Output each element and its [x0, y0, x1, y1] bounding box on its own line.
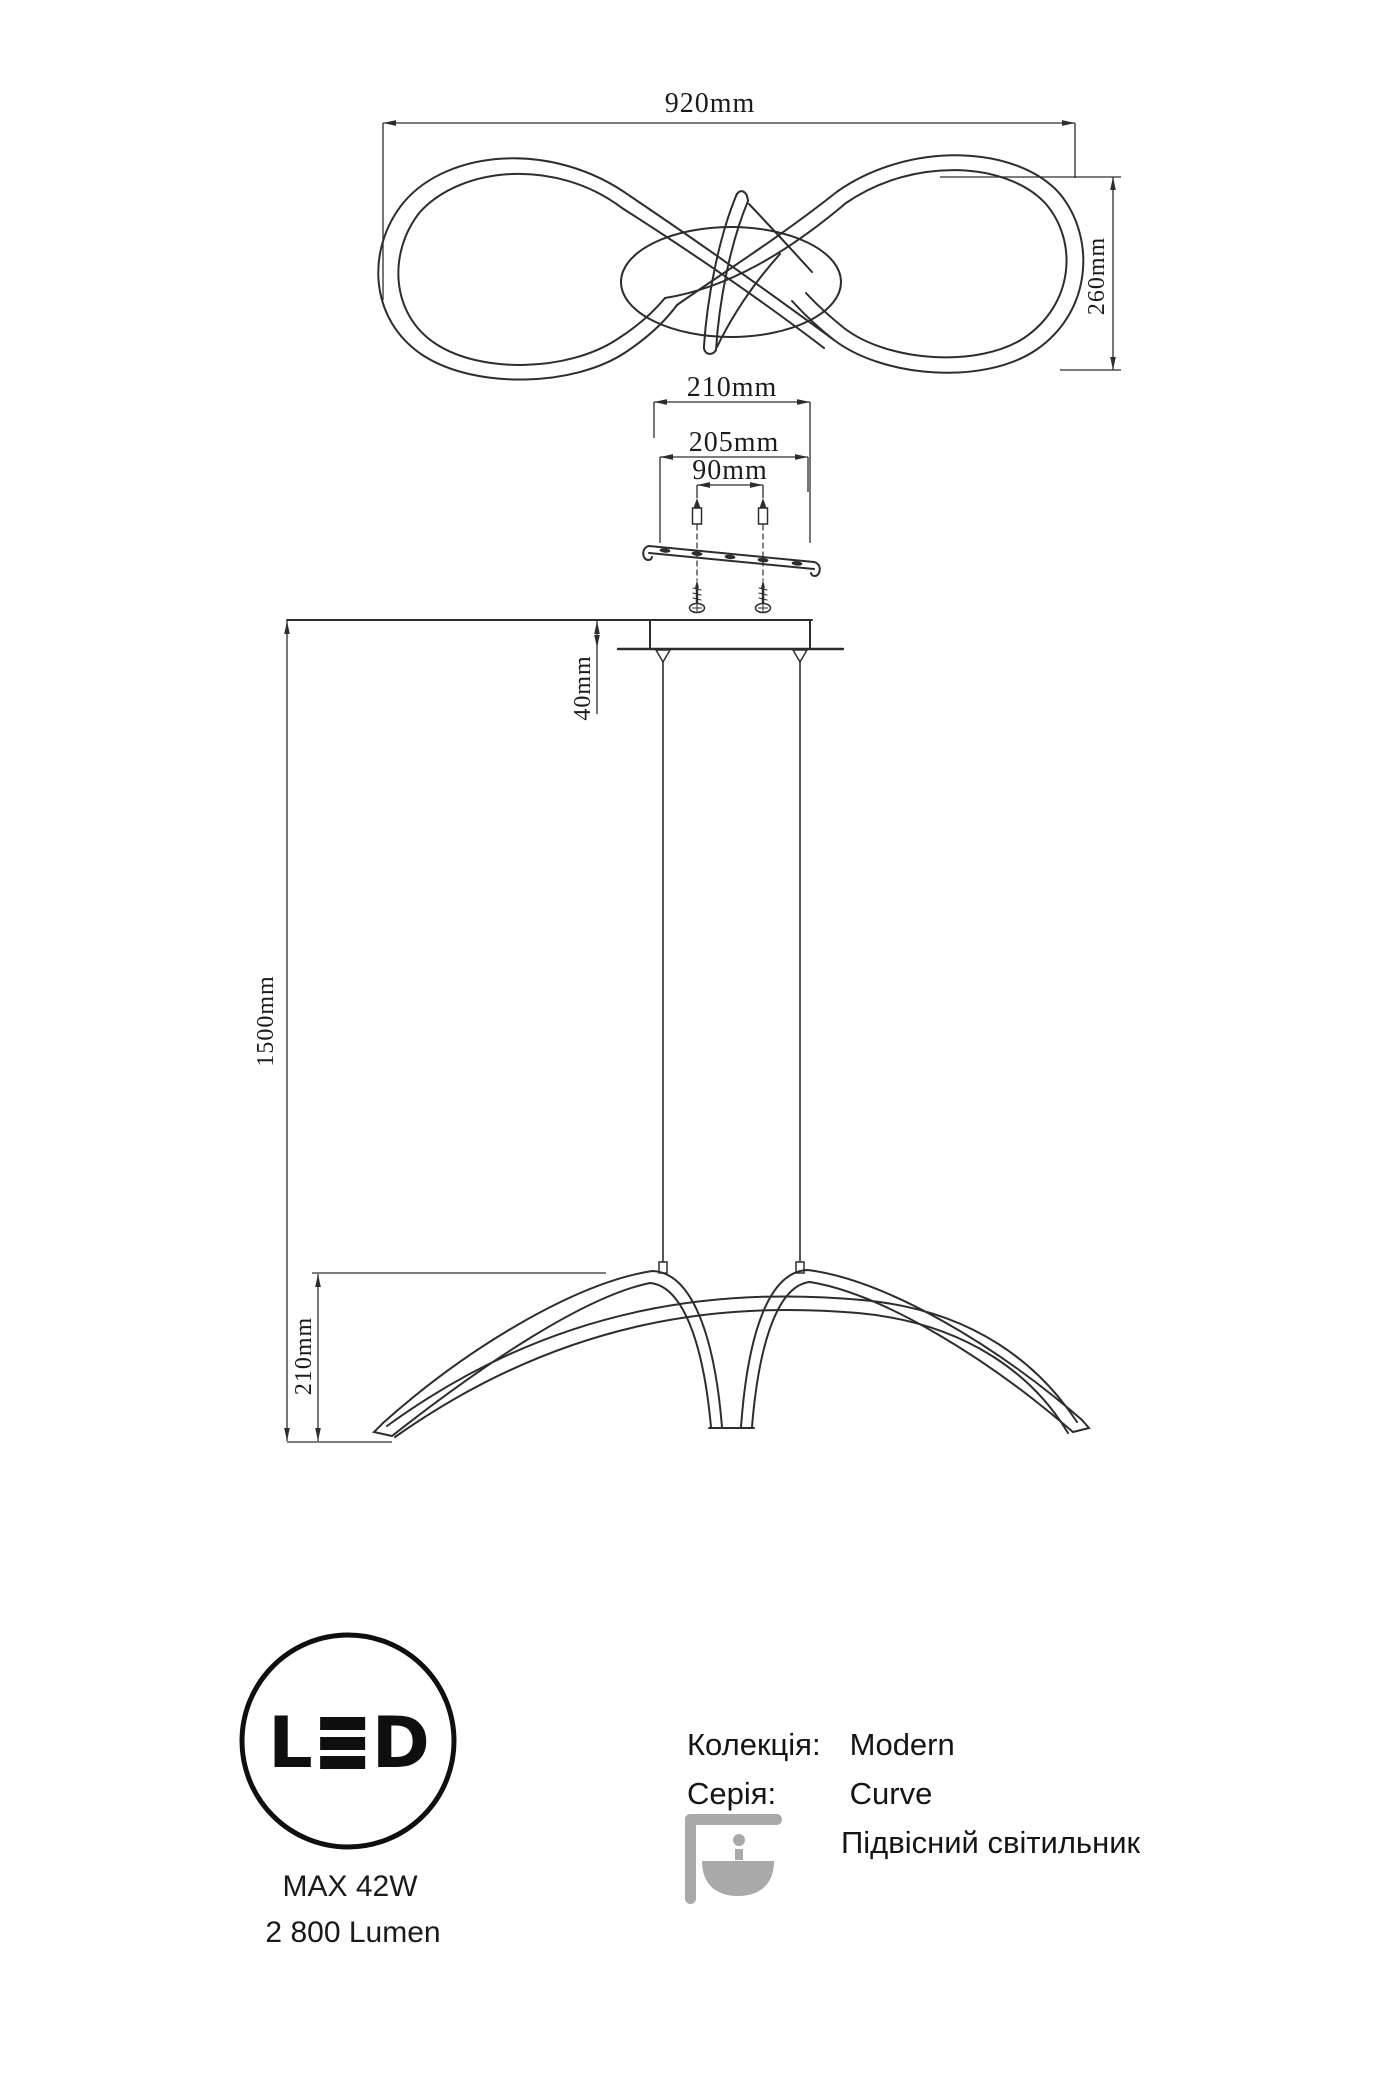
dim-canopy-height-label: 40mm — [570, 655, 596, 721]
fixture-type-text: Підвісний світильник — [841, 1825, 1141, 1860]
pendant-light-icon — [685, 1814, 782, 1904]
led-logo — [268, 1702, 430, 1784]
mounting-bracket-drawing — [643, 498, 820, 613]
dim-canopy-width-label: 210mm — [686, 372, 778, 403]
spec-row-collection — [687, 1727, 955, 1763]
screw-left — [690, 580, 705, 613]
side-view-drawing — [374, 1270, 1089, 1437]
top-view-drawing — [378, 155, 1083, 379]
series-value: Curve — [849, 1776, 933, 1811]
dim-bracket-width-label: 205mm — [688, 427, 780, 458]
led-logo-e-bars-icon — [320, 1717, 365, 1769]
wall-anchor-left — [693, 498, 702, 524]
side-view-dimensions — [287, 621, 606, 1442]
collection-value: Modern — [849, 1727, 955, 1762]
dim-top-height-label: 260mm — [1084, 236, 1110, 316]
collection-label: Колекція: — [687, 1727, 821, 1762]
dim-hole-spacing-label: 90mm — [692, 455, 768, 486]
max-power-text: MAX 42W — [282, 1870, 418, 1903]
dim-top-width-label: 920mm — [664, 88, 756, 119]
dim-fixture-height-label: 210mm — [291, 1316, 317, 1396]
luminous-flux-text: 2 800 Lumen — [265, 1916, 441, 1949]
dim-suspension-label: 1500mm — [253, 975, 279, 1067]
series-label: Серія: — [687, 1776, 777, 1811]
led-logo-letter-d: D — [371, 1702, 430, 1784]
ceiling-and-canopy — [287, 620, 843, 1273]
spec-row-series — [687, 1776, 932, 1812]
led-logo-letter-l: L — [268, 1702, 313, 1784]
wall-anchor-right — [759, 498, 768, 524]
screw-right — [756, 580, 771, 613]
